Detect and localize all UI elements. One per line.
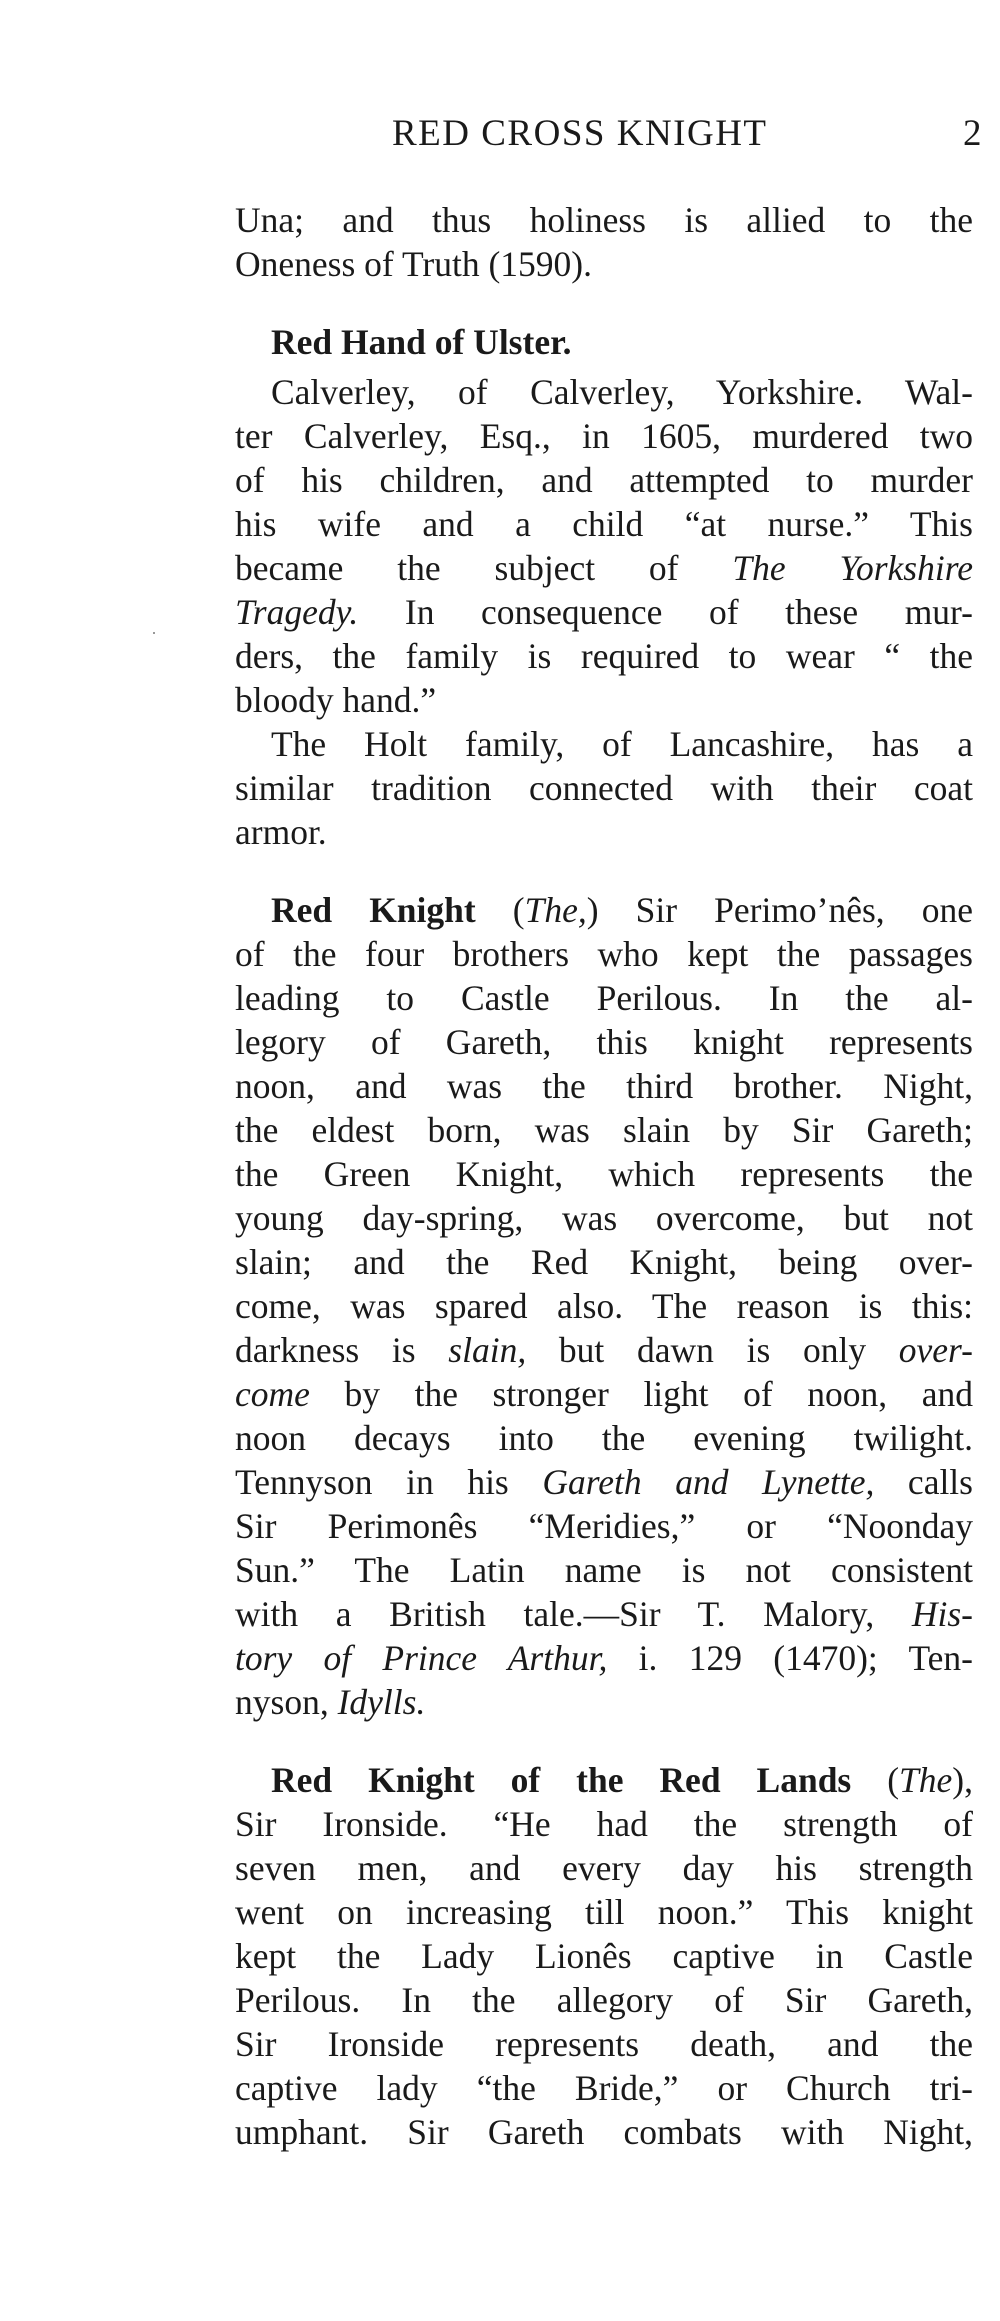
text-run: Sir Perimo’nês, one <box>598 890 973 930</box>
italic-title: The Yorkshire <box>732 548 973 588</box>
italic-article: The, <box>524 890 587 930</box>
text-line: Sun.” The Latin name is not consistent <box>235 1550 973 1590</box>
text-line: armor. <box>235 812 327 852</box>
text-line: his wife and a child “at nurse.” This <box>235 504 973 544</box>
text-run: but dawn is only <box>526 1330 899 1370</box>
text-line <box>235 888 973 932</box>
text-line: Sir Perimonês “Meridies,” or “Noonday <box>235 1506 973 1546</box>
italic-article: The <box>899 1760 953 1800</box>
text-line: Perilous. In the allegory of Sir Gareth, <box>235 1980 973 2020</box>
text-line: Sir Ironside. “He had the strength of <box>235 1804 973 1844</box>
text-line <box>235 1592 973 1636</box>
text-run: ( <box>512 890 525 930</box>
text-line: legory of Gareth, this knight represents <box>235 1022 973 1062</box>
text-line: noon, and was the third brother. Night, <box>235 1066 973 1106</box>
entry-heading: Red Knight <box>271 890 476 930</box>
text-line: went on increasing till noon.” This knight <box>235 1892 973 1932</box>
text-run: In consequence of these mur- <box>358 592 973 632</box>
text-line <box>235 1460 973 1504</box>
text-line <box>235 1372 973 1416</box>
text-line: ders, the family is required to wear “ the <box>235 636 973 676</box>
italic-title: Tragedy. <box>235 592 359 632</box>
italic-word: come <box>235 1374 310 1414</box>
text-line: similar tradition connected with their coat <box>235 768 973 808</box>
text-line: the eldest born, was slain by Sir Gareth; <box>235 1110 973 1150</box>
italic-title: His- <box>911 1594 973 1634</box>
text-line <box>235 546 973 590</box>
text-line: leading to Castle Perilous. In the al- <box>235 978 973 1018</box>
text-line: noon decays into the evening twilight. <box>235 1418 973 1458</box>
text-column <box>235 198 973 2154</box>
text-run: nyson, <box>235 1682 338 1722</box>
text-line: captive lady “the Bride,” or Church tri- <box>235 2068 973 2108</box>
text-line: come, was spared also. The reason is this: <box>235 1286 973 1326</box>
text-line: Sir Ironside represents death, and the <box>235 2024 973 2064</box>
text-line: bloody hand.” <box>235 680 437 720</box>
italic-title: tory of Prince Arthur, <box>235 1638 608 1678</box>
text-run: became the subject of <box>235 548 733 588</box>
text-line: Oneness of Truth (1590). <box>235 244 592 284</box>
text-line: The Holt family, of Lancashire, has a <box>271 724 973 764</box>
text-run: calls <box>874 1462 973 1502</box>
text-line <box>235 1328 973 1372</box>
entry-red-knight-of-the-red-lands <box>235 1758 973 2154</box>
entry-heading: Red Hand of Ulster. <box>271 322 572 362</box>
text-run: ) <box>586 890 599 930</box>
text-line: young day-spring, was overcome, but not <box>235 1198 973 1238</box>
entry-continuation <box>235 198 973 286</box>
text-run: Tennyson in his <box>235 1462 543 1502</box>
italic-title: Idylls. <box>337 1682 426 1722</box>
text-line: Una; and thus holiness is allied to the <box>235 200 973 240</box>
text-line <box>235 590 973 634</box>
text-line: of his children, and attempted to murder <box>235 460 973 500</box>
text-line: ter Calverley, Esq., in 1605, murdered two <box>235 416 973 456</box>
running-head <box>0 112 1000 162</box>
text-line: of the four brothers who kept the passages <box>235 934 973 974</box>
running-title: RED CROSS KNIGHT <box>392 113 768 154</box>
italic-word: slain, <box>448 1330 527 1370</box>
text-run: ), <box>952 1760 973 1800</box>
text-line: seven men, and every day his strength <box>235 1848 973 1888</box>
page-number: 2 <box>963 113 983 154</box>
italic-word: over- <box>898 1330 973 1370</box>
entry-red-hand-of-ulster <box>235 320 973 854</box>
text-line: kept the Lady Lionês captive in Castle <box>235 1936 973 1976</box>
entry-heading: Red Knight of the Red Lands <box>271 1760 852 1800</box>
text-line <box>235 1636 973 1680</box>
text-run: darkness is <box>235 1330 449 1370</box>
text-run: i. 129 (1470); Ten- <box>607 1638 974 1678</box>
italic-title: Gareth and Lynette, <box>542 1462 875 1502</box>
text-line <box>235 1680 973 1724</box>
text-run: by the stronger light of noon, and <box>309 1374 973 1414</box>
entry-red-knight <box>235 888 973 1724</box>
text-run: with a British tale.—Sir T. Malory, <box>235 1594 912 1634</box>
text-line: Calverley, of Calverley, Yorkshire. Wal- <box>271 372 973 412</box>
text-line: the Green Knight, which represents the <box>235 1154 973 1194</box>
text-line <box>235 1758 973 1802</box>
text-run: ( <box>851 1760 900 1800</box>
text-line: slain; and the Red Knight, being over- <box>235 1242 973 1282</box>
margin-speck <box>153 632 155 634</box>
text-line: umphant. Sir Gareth combats with Night, <box>235 2112 973 2152</box>
